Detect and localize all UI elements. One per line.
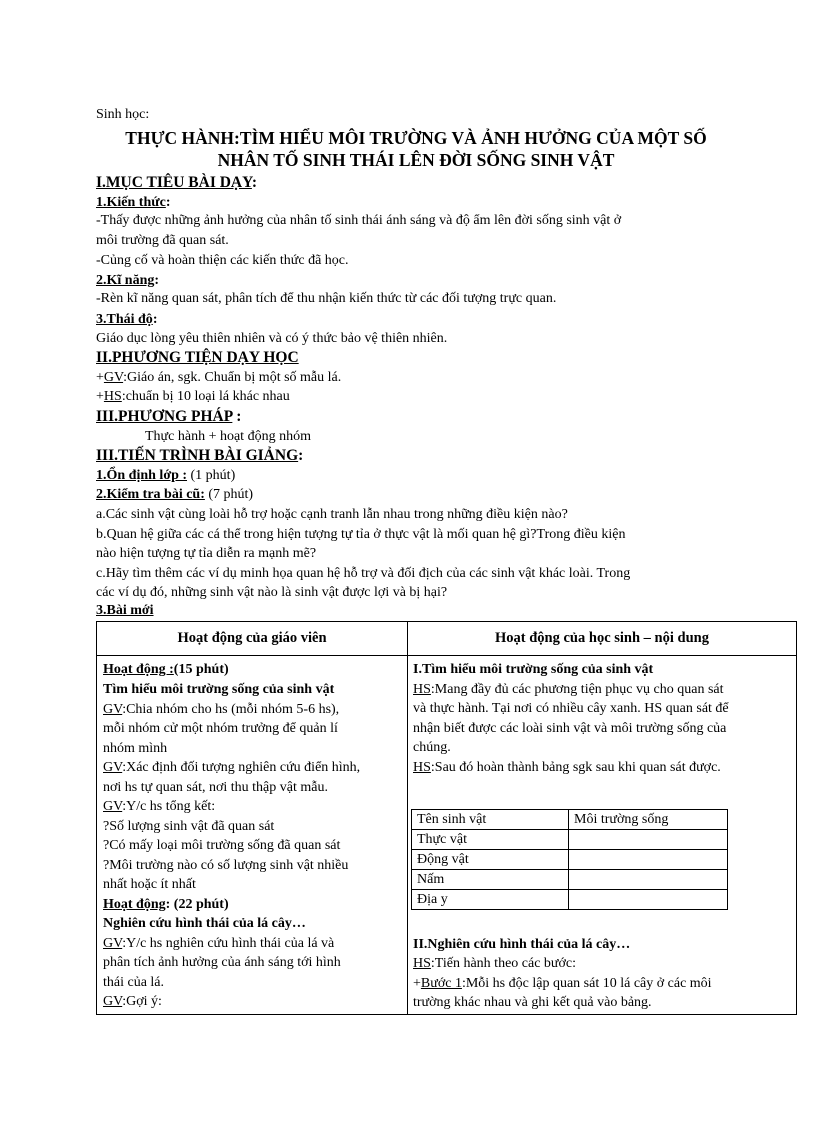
organism-name-cell: Địa y xyxy=(412,890,569,910)
section-2-title: II.Nghiên cứu hình thái của lá cây… xyxy=(413,937,631,952)
student-line: nhận biết được các loài sinh vật và môi trường sống của xyxy=(413,721,727,736)
question-a: a.Các sinh vật cùng loài hỗ trợ hoặc cạnh tranh lẫn nhau trong những điều kiện nào? xyxy=(96,507,568,522)
student-line: HS:Sau đó hoàn thành bảng sgk sau khi quan sát được. xyxy=(413,760,721,775)
objectives-heading: I.MỤC TIÊU BÀI DẠY: xyxy=(96,174,258,191)
method-heading: III.PHƯƠNG PHÁP : xyxy=(96,408,242,425)
activity-2-label: Hoạt động: (22 phút) xyxy=(103,897,229,912)
question-b: nào hiện tượng tự tỉa diễn ra mạnh mẽ? xyxy=(96,546,317,561)
teacher-line: nhất hoặc ít nhất xyxy=(103,877,196,892)
organism-name-cell: Thực vật xyxy=(412,830,569,850)
student-line: chúng. xyxy=(413,740,451,755)
means-heading: II.PHƯƠNG TIỆN DẠY HỌC xyxy=(96,349,299,366)
student-column-header: Hoạt động của học sinh – nội dung xyxy=(408,622,797,656)
teacher-line: GV:Chia nhóm cho hs (mỗi nhóm 5-6 hs), xyxy=(103,702,340,717)
activity-1-label: Hoạt động :(15 phút) xyxy=(103,662,229,677)
skills-heading: 2.Kĩ năng: xyxy=(96,273,160,288)
question-c: các ví dụ đó, những sinh vật nào là sinh vật được lợi và bị hại? xyxy=(96,585,448,600)
step-2: 2.Kiểm tra bài cũ: (7 phút) xyxy=(96,487,254,502)
teacher-line: GV:Y/c hs nghiên cứu hình thái của lá và xyxy=(103,936,335,951)
observation-header-row xyxy=(412,810,728,830)
activity-table xyxy=(96,621,797,1015)
student-line: và thực hành. Tại nơi có nhiều cây xanh. HS quan sát để xyxy=(413,701,729,716)
question-b: b.Quan hệ giữa các cá thể trong hiện tượng tự tỉa ở thực vật là mối quan hệ gì?Trong điều kiện xyxy=(96,527,626,542)
question-c: c.Hãy tìm thêm các ví dụ minh họa quan hệ hỗ trợ và đối địch của các sinh vật khác loài. Trong xyxy=(96,566,631,581)
process-heading: III.TIẾN TRÌNH BÀI GIẢNG: xyxy=(96,447,304,464)
teacher-line: ?Số lượng sinh vật đã quan sát xyxy=(103,819,275,834)
means-gv-line: +GV:Giáo án, sgk. Chuẩn bị một số mẫu lá. xyxy=(96,370,342,385)
student-line: HS:Mang đầy đủ các phương tiện phục vụ cho quan sát xyxy=(413,682,724,697)
step-3: 3.Bài mới xyxy=(96,603,154,618)
table-row xyxy=(97,656,797,1015)
knowledge-line: -Củng cố và hoàn thiện các kiến thức đã học. xyxy=(96,253,349,268)
student-activity-cell xyxy=(408,656,797,1015)
section-1-title: I.Tìm hiểu môi trường sống của sinh vật xyxy=(413,662,654,677)
student-line: trường khác nhau và ghi kết quả vào bảng. xyxy=(413,995,652,1010)
teacher-line: nhóm mình xyxy=(103,741,168,756)
organism-name-cell: Động vật xyxy=(412,850,569,870)
table-row xyxy=(412,850,728,870)
attitude-line: Giáo dục lòng yêu thiên nhiên và có ý thức bảo vệ thiên nhiên. xyxy=(96,331,448,346)
student-line: +Bước 1:Mỗi hs độc lập quan sát 10 lá cây ở các môi xyxy=(413,976,712,991)
teacher-line: GV:Gợi ý: xyxy=(103,994,162,1009)
organism-name-cell: Nấm xyxy=(412,870,569,890)
table-header-row xyxy=(97,622,797,656)
table-row xyxy=(412,870,728,890)
step-1: 1.Ổn định lớp : (1 phút) xyxy=(96,468,236,483)
teacher-line: GV:Xác định đối tượng nghiên cứu điển hình, xyxy=(103,760,361,775)
table-row xyxy=(412,830,728,850)
organism-name-header: Tên sinh vật xyxy=(412,810,569,830)
teacher-line: nơi hs tự quan sát, nơi thu thập vật mẫu. xyxy=(103,780,328,795)
means-hs-line: +HS:chuẩn bị 10 loại lá khác nhau xyxy=(96,389,290,404)
knowledge-line: -Thấy được những ảnh hưởng của nhân tố sinh thái ánh sáng và độ ẩm lên đời sống sinh vật ở xyxy=(96,213,622,228)
teacher-line: thái của lá. xyxy=(103,975,165,990)
habitat-cell xyxy=(569,870,728,890)
teacher-line: GV:Y/c hs tổng kết: xyxy=(103,799,216,814)
teacher-column-header: Hoạt động của giáo viên xyxy=(97,622,408,656)
method-text: Thực hành + hoạt động nhóm xyxy=(145,429,311,444)
skills-line: -Rèn kĩ năng quan sát, phân tích để thu nhận kiến thức từ các đối tượng trực quan. xyxy=(96,291,557,306)
teacher-line: mỗi nhóm cử một nhóm trưởng để quản lí xyxy=(103,721,338,736)
attitude-heading: 3.Thái độ: xyxy=(96,312,158,327)
student-line: HS:Tiến hành theo các bước: xyxy=(413,956,577,971)
teacher-line: phân tích ảnh hưởng của ánh sáng tới hình xyxy=(103,955,341,970)
teacher-activity-cell xyxy=(97,656,408,1015)
activity-1-title: Tìm hiểu môi trường sống của sinh vật xyxy=(103,682,335,697)
table-row xyxy=(412,890,728,910)
subject-label: Sinh học: xyxy=(96,107,150,122)
page-title-line-2: NHÂN TỐ SINH THÁI LÊN ĐỜI SỐNG SINH VẬT xyxy=(217,150,615,170)
page-title-line-1: THỰC HÀNH:TÌM HIỂU MÔI TRƯỜNG VÀ ẢNH HƯỞNG CỦA MỘT SỐ xyxy=(125,128,707,148)
knowledge-heading: 1.Kiến thức: xyxy=(96,195,171,210)
teacher-line: ?Có mấy loại môi trường sống đã quan sát xyxy=(103,838,341,853)
observation-table xyxy=(411,809,728,910)
teacher-line: ?Môi trường nào có số lượng sinh vật nhiều xyxy=(103,858,349,873)
knowledge-line: môi trường đã quan sát. xyxy=(96,233,229,248)
habitat-cell xyxy=(569,830,728,850)
habitat-header: Môi trường sống xyxy=(569,810,728,830)
habitat-cell xyxy=(569,850,728,870)
activity-2-title: Nghiên cứu hình thái của lá cây… xyxy=(103,916,306,931)
habitat-cell xyxy=(569,890,728,910)
